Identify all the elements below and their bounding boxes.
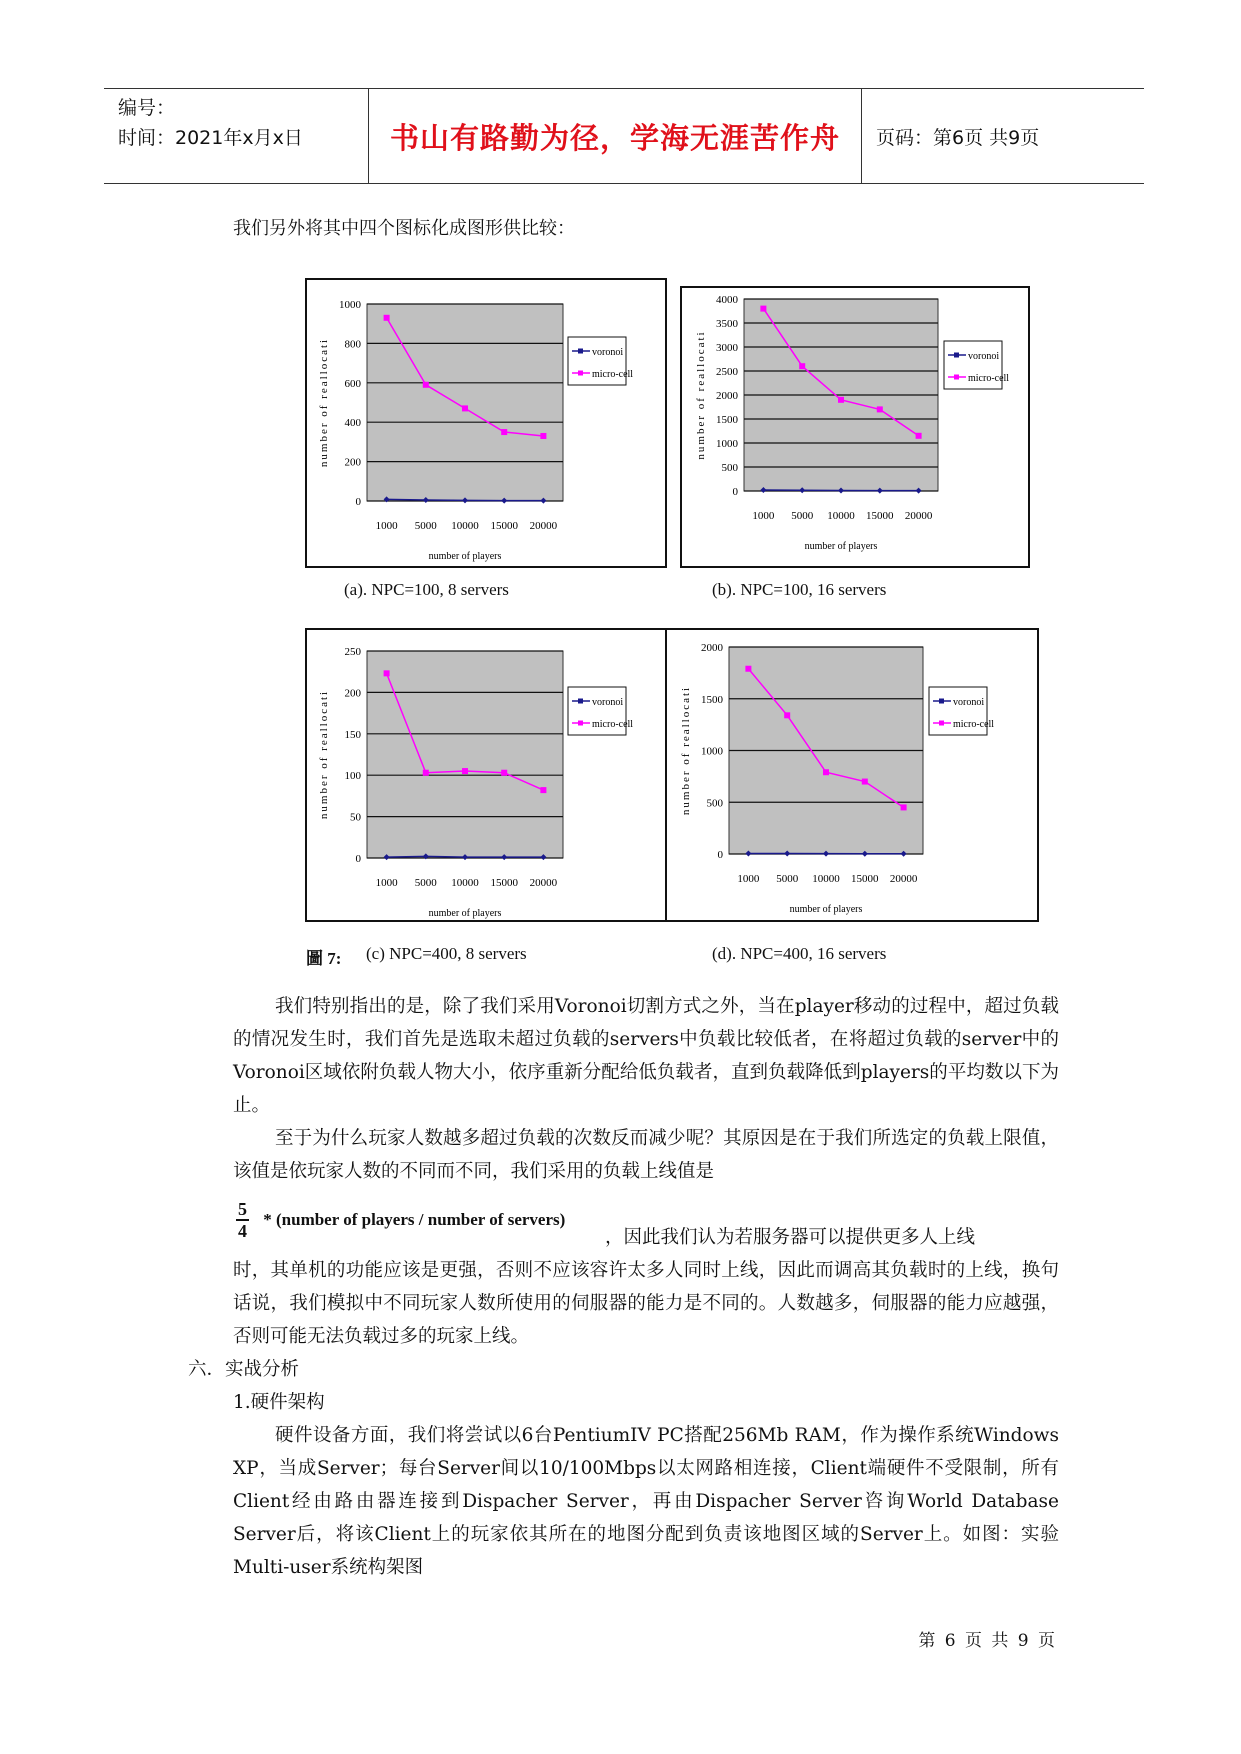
y-tick-label: 150: [344, 728, 361, 741]
data-point: [423, 770, 429, 776]
y-tick-label: 3000: [716, 342, 738, 354]
data-point: [745, 666, 751, 672]
x-tick-label: 20000: [889, 873, 918, 885]
data-point: [462, 768, 468, 774]
legend-label: voronoi: [592, 347, 624, 358]
paragraph-2: 至于为什么玩家人数越多超过负载的次数反而减少呢？其原因是在于我们所选定的负载上限值，该值是依玩家人数的不同而不同，我们采用的负载上线值是: [233, 1128, 1059, 1182]
x-tick-label: 1000: [375, 877, 398, 889]
x-axis-label: number of players: [428, 908, 502, 919]
legend-label: micro-cell: [968, 373, 1010, 384]
legend-label: micro-cell: [592, 719, 634, 730]
x-tick-label: 10000: [827, 510, 855, 522]
y-tick-label: 1000: [716, 438, 738, 450]
x-tick-label: 5000: [791, 510, 814, 522]
y-tick-label: 800: [344, 338, 361, 351]
legend-label: micro-cell: [592, 369, 634, 380]
data-point: [540, 787, 546, 793]
header-page-number: 页码：第6页 共9页: [876, 126, 1040, 149]
data-point: [901, 804, 907, 810]
data-point: [916, 433, 922, 439]
legend-label: voronoi: [953, 697, 985, 708]
plot-area: [367, 651, 563, 858]
page-footer: 第 6 页 共 9 页: [918, 1631, 1057, 1651]
legend: [929, 687, 994, 735]
y-tick-label: 200: [344, 687, 361, 700]
header-left: [118, 93, 303, 153]
figure-label: 圖 7:: [306, 949, 342, 968]
caption-c: (c) NPC=400, 8 servers: [366, 944, 527, 963]
legend-marker: [578, 699, 583, 704]
x-tick-label: 10000: [451, 877, 479, 889]
data-point: [501, 770, 507, 776]
header-motto: 书山有路勤为径，学海无涯苦作舟: [368, 89, 862, 183]
x-tick-label: 15000: [866, 510, 894, 522]
y-tick-label: 0: [355, 496, 361, 508]
x-axis-label: number of players: [428, 551, 502, 562]
data-point: [784, 712, 790, 718]
x-tick-label: 10000: [812, 873, 840, 885]
y-tick-label: 0: [732, 486, 738, 498]
section-heading: 六．实战分析: [188, 1359, 300, 1380]
data-point: [862, 779, 868, 785]
x-tick-label: 20000: [529, 520, 558, 532]
x-tick-label: 1000: [375, 520, 398, 532]
y-tick-label: 2000: [701, 642, 723, 654]
y-tick-label: 600: [344, 377, 361, 390]
y-tick-label: 0: [717, 849, 723, 861]
data-point: [384, 315, 390, 321]
x-tick-label: 15000: [851, 873, 879, 885]
data-point: [423, 382, 429, 388]
y-axis-label: number of reallocati: [680, 685, 692, 816]
formula-expression: * (number of players / number of servers): [263, 1210, 566, 1229]
y-tick-label: 400: [344, 417, 361, 430]
caption-b: (b). NPC=100, 16 servers: [712, 580, 887, 599]
data-point: [838, 397, 844, 403]
legend-marker: [578, 721, 583, 726]
y-tick-label: 1500: [716, 414, 738, 426]
data-point: [501, 429, 507, 435]
data-point: [760, 306, 766, 312]
data-point: [384, 670, 390, 676]
load-limit-formula: [236, 1199, 565, 1241]
x-tick-label: 20000: [529, 877, 558, 889]
paragraph-3: 硬件设备方面，我们将尝试以6台PentiumIV PC搭配256Mb RAM，作为操作系统Windows XP，当成Server；每台Server间以10/100Mbps以太网路相连接，Client端硬件不受限制，所有Client经由路由器连接到Dispacher Server，再由Dispacher Server咨询World Database Server后，将该Client上的玩家依其所在的地图分配到负责该地图区域的Server上。如图：实验Multi-user系统构架图: [233, 1425, 1059, 1578]
legend-label: micro-cell: [953, 719, 995, 730]
y-tick-label: 1500: [701, 693, 723, 706]
y-tick-label: 1000: [339, 299, 361, 311]
document-number-label: 编号：: [118, 97, 176, 119]
y-tick-label: 0: [355, 853, 361, 865]
subsection-heading: 1.硬件架构: [233, 1392, 325, 1413]
y-axis-label: number of reallocati: [318, 689, 330, 820]
y-axis-label: number of reallocati: [318, 337, 330, 468]
x-tick-label: 5000: [776, 873, 799, 885]
x-tick-label: 15000: [490, 877, 518, 889]
x-tick-label: 5000: [414, 520, 437, 532]
y-tick-label: 500: [721, 462, 738, 474]
legend-label: voronoi: [968, 351, 1000, 362]
y-tick-label: 4000: [716, 294, 738, 306]
caption-a: (a). NPC=100, 8 servers: [344, 580, 509, 599]
data-point: [799, 363, 805, 369]
y-tick-label: 50: [350, 811, 361, 824]
chart-c: [305, 628, 667, 922]
legend-marker: [954, 353, 959, 358]
x-tick-label: 10000: [451, 520, 479, 532]
formula-denominator: 4: [238, 1221, 247, 1241]
y-tick-label: 3500: [716, 318, 738, 330]
legend-marker: [939, 721, 944, 726]
page-header: [104, 88, 1144, 184]
legend-marker: [578, 349, 583, 354]
x-tick-label: 5000: [414, 877, 437, 889]
data-point: [877, 406, 883, 412]
paragraph-1: 我们特别指出的是，除了我们采用Voronoi切割方式之外，当在player移动的过程中，超过负载的情况发生时，我们首先是选取未超过负载的servers中负载比较低者，在将超过负载的server中的Voronoi区域依附负载人物大小，依序重新分配给低负载者，直到负载降低到players的平均数以下为止。: [233, 996, 1059, 1116]
data-point: [823, 769, 829, 775]
legend: [568, 337, 633, 385]
x-axis-label: number of players: [804, 541, 878, 552]
chart-b: [680, 286, 1030, 568]
legend-marker: [578, 371, 583, 376]
y-tick-label: 250: [344, 646, 361, 658]
x-tick-label: 20000: [904, 510, 933, 522]
y-tick-label: 1000: [701, 745, 723, 758]
data-point: [540, 433, 546, 439]
x-tick-label: 15000: [490, 520, 518, 532]
y-axis-label: number of reallocati: [695, 330, 707, 460]
chart-a: [305, 278, 667, 568]
legend: [944, 341, 1009, 389]
y-tick-label: 500: [706, 797, 723, 810]
document-time-label: 时间：2021年x月x日: [118, 127, 303, 149]
data-point: [462, 405, 468, 411]
paragraph-2-continued-first: ，因此我们认为若服务器可以提供更多人上线: [605, 1227, 976, 1248]
y-tick-label: 2500: [716, 366, 738, 378]
caption-d: (d). NPC=400, 16 servers: [712, 944, 887, 963]
formula-numerator: 5: [238, 1199, 247, 1219]
x-tick-label: 1000: [752, 510, 775, 522]
x-axis-label: number of players: [789, 904, 863, 915]
chart-d: [665, 628, 1039, 922]
formula-fraction: [236, 1199, 249, 1241]
x-tick-label: 1000: [737, 873, 760, 885]
y-tick-label: 2000: [716, 390, 738, 402]
y-tick-label: 200: [344, 456, 361, 469]
y-tick-label: 100: [344, 770, 361, 783]
legend-marker: [954, 375, 959, 380]
paragraph-2-continued: 时，其单机的功能应该是更强，否则不应该容许太多人同时上线，因此而调高其负载时的上线，换句话说，我们模拟中不同玩家人数所使用的伺服器的能力是不同的。人数越多，伺服器的能力应越强，否则可能无法负载过多的玩家上线。: [233, 1260, 1059, 1347]
legend-label: voronoi: [592, 697, 624, 708]
legend-marker: [939, 699, 944, 704]
intro-text: 我们另外将其中四个图标化成图形供比较：: [233, 218, 575, 239]
legend: [568, 687, 633, 735]
